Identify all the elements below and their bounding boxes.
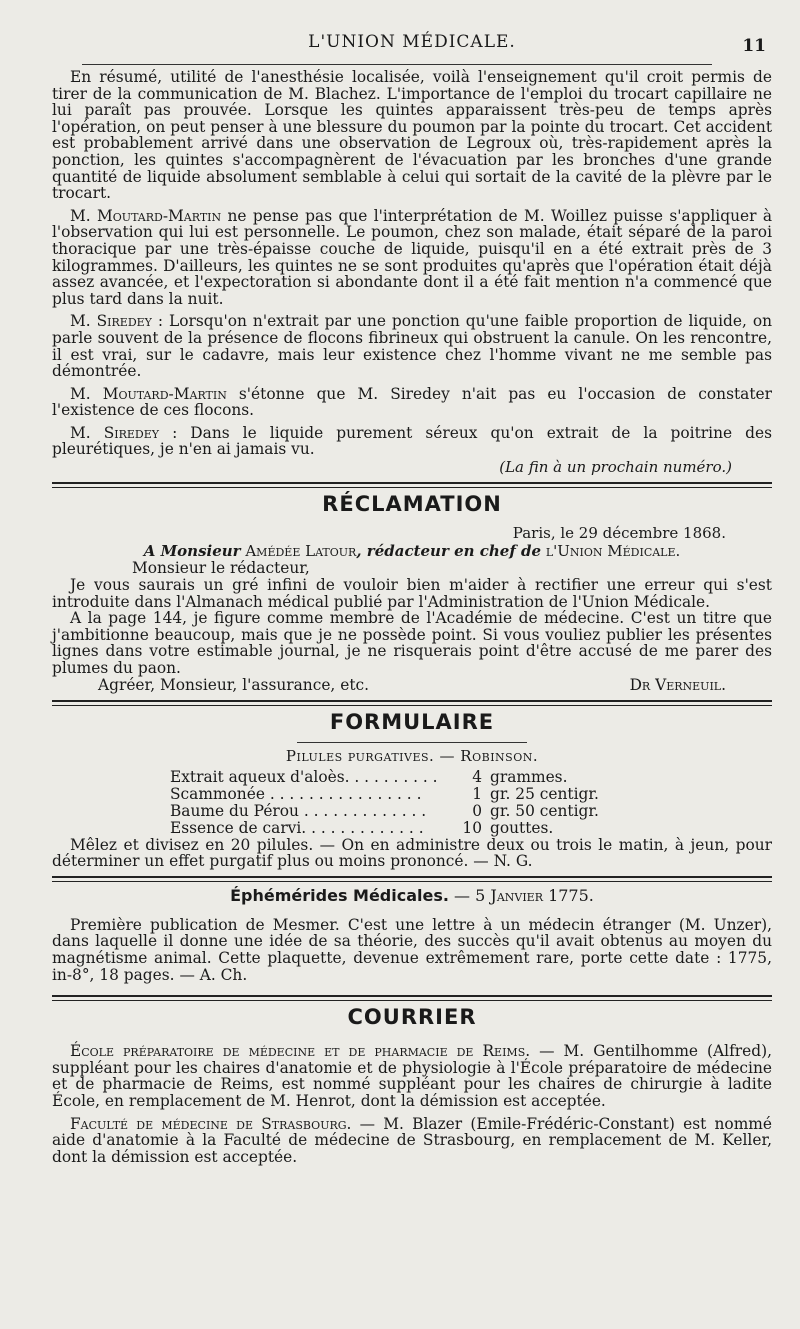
- journal-title: L'UNION MÉDICALE.: [308, 32, 516, 52]
- ingredient-name: Extrait aqueux d'aloès. . . . . . . . . .: [170, 767, 438, 786]
- ingredient-unit: gr. 25 centigr.: [490, 784, 599, 803]
- paragraph: Je vous saurais un gré infini de vouloir bien m'aider à rectifier une erreur qui s'est introduite dans l'Almanach médical publié par l'Administration de l'Union Médicale.: [52, 576, 772, 611]
- recipe-title: Pilules purgatives. — Robinson.: [285, 746, 539, 765]
- section-divider: [52, 700, 772, 706]
- subhead-rule: [297, 742, 527, 743]
- ephemerides-heading: [52, 886, 772, 905]
- section-title-formulaire: FORMULAIRE: [329, 709, 495, 734]
- addressee-name: Amédée Latour: [240, 542, 357, 561]
- ingredient-unit: gouttes.: [490, 818, 554, 837]
- letter-salutation: Monsieur le rédacteur,: [132, 559, 310, 578]
- recipe-row: [170, 769, 599, 786]
- letter-closing: [52, 677, 772, 694]
- section-divider: [52, 482, 772, 488]
- ingredient-quantity: 10: [462, 818, 482, 837]
- ingredient-unit: gr. 50 centigr.: [490, 801, 599, 820]
- section-divider: [52, 995, 772, 1001]
- ingredient-quantity: 1: [472, 784, 482, 803]
- letter-address: [52, 542, 772, 560]
- address-journal: l'Union Médicale.: [541, 542, 681, 561]
- news-heading: Faculté de médecine de Strasbourg.: [70, 1114, 352, 1133]
- page-header: [52, 28, 772, 64]
- speaker-name: M. Siredey: [70, 423, 160, 442]
- ingredient-name: Scammonée . . . . . . . . . . . . . . . .: [170, 784, 422, 803]
- ingredient-quantity: 0: [472, 801, 482, 820]
- paragraph: [52, 313, 772, 379]
- section-title-courrier: COURRIER: [347, 1005, 477, 1030]
- recipe-row: [170, 803, 599, 820]
- paragraph: [52, 386, 772, 419]
- closing-formula: Agréer, Monsieur, l'assurance, etc.: [98, 675, 370, 694]
- paragraph: A la page 144, je figure comme membre de l'Académie de médecine. C'est un titre que j'ambitionne beaucoup, mais que je ne possède point. Si vous vouliez publier les présentes lignes dans votre estimable journal, je ne risquerais point d'être accusé de me parer des plumes du paon.: [52, 609, 772, 678]
- paragraph: [52, 1116, 772, 1166]
- paragraph: [52, 208, 772, 308]
- speaker-name: M. Moutard-Martin: [70, 206, 222, 225]
- ingredient-unit: grammes.: [490, 767, 568, 786]
- header-rule: [82, 64, 712, 65]
- address-role: , rédacteur en chef de: [356, 542, 542, 561]
- letter-signature: Dr Verneuil.: [629, 675, 726, 694]
- news-text: — M. Blazer (Emile-Frédéric-Constant) est nommé aide d'anatomie à la Faculté de médecine de Strasbourg, en remplacement de M. Keller, dont la démission est acceptée.: [52, 1114, 772, 1166]
- paragraph: Première publication de Mesmer. C'est une lettre à un médecin étranger (M. Unzer), dans laquelle il donne une idée de sa théorie, des succès qu'il avait obtenus au moyen du magnétisme animal. Cette plaquette, devenue extrêmement rare, porte cette date : 1775, in-8°, 18 pages. — A. Ch.: [52, 915, 772, 984]
- recipe-row: [170, 820, 599, 837]
- paragraph-text: s'étonne que M. Siredey n'ait pas eu l'occasion de constater l'existence de ces flocons.: [52, 384, 773, 420]
- paragraph: [52, 425, 772, 458]
- section-divider: [52, 876, 772, 882]
- paragraph-text: ne pense pas que l'interprétation de M. Woillez puisse s'appliquer à l'observation qui lui est personnelle. Le poumon, chez son malade, était séparé de la paroi thoracique par une très-épaisse couche de liquide, puisqu'il en a été extrait près de 3 kilogrammes. D'ailleurs, les quintes ne se sont produites qu'après que l'opération était déjà assez avancée, et l'expectoration si abondante dont il a été fait mention n'a commencé que plus tard dans la nuit.: [52, 206, 772, 308]
- recipe-row: [170, 786, 599, 803]
- ingredient-name: Baume du Pérou . . . . . . . . . . . . .: [170, 801, 427, 820]
- letter-dateline: Paris, le 29 décembre 1868.: [512, 524, 726, 543]
- ephemerides-date: — 5 Janvier 1775.: [448, 885, 594, 905]
- news-heading: École préparatoire de médecine et de pharmacie de Reims.: [70, 1042, 531, 1061]
- paragraph: Mêlez et divisez en 20 pilules. — On en administre deux ou trois le matin, à jeun, pour déterminer un effet purgatif plus ou moins prononcé. — N. G.: [52, 835, 772, 871]
- paragraph-text: : Lorsqu'on n'extrait par une ponction qu'une faible proportion de liquide, on parle souvent de la présence de flocons fibrineux qui obstruent la canule. On les rencontre, il est vrai, sur le cadavre, mais leur existence chez l'homme vivant ne me semble pas démontrée.: [52, 312, 772, 381]
- paragraph: En résumé, utilité de l'anesthésie localisée, voilà l'enseignement qu'il croit permis de tirer de la communication de M. Blachez. L'importance de l'emploi du trocart capillaire ne lui paraît pas prouvée. Lorsque les quintes apparaissent très-peu de temps après l'opération, on peut penser à une blessure du poumon par la pointe du trocart. Cet accident est probablement arrivé dans une observation de Legroux où, très-rapidement après la ponction, les quintes s'accompagnèrent de l'évacuation par les bronches d'une grande quantité de liquide absolument semblable à celui qui sortait de la cavité de la plèvre par le trocart.: [52, 68, 772, 203]
- page-number: 11: [742, 36, 766, 56]
- continuation-note: (La fin à un prochain numéro.): [499, 458, 732, 477]
- section-title-reclamation: RÉCLAMATION: [322, 492, 502, 517]
- address-prefix: A Monsieur: [143, 542, 241, 561]
- speaker-name: M. Moutard-Martin: [70, 384, 227, 403]
- paragraph: [52, 1043, 772, 1109]
- paragraph-text: : Dans le liquide purement séreux qu'on extrait de la poitrine des pleurétiques, je n'en ai jamais vu.: [52, 423, 772, 459]
- recipe-table: [170, 769, 599, 837]
- ingredient-quantity: 4: [472, 767, 482, 786]
- speaker-name: M. Siredey: [70, 312, 152, 331]
- news-text: — M. Gentilhomme (Alfred), suppléant pour les chaires d'anatomie et de physiologie à l'École préparatoire de médecine et de pharmacie de Reims, est nommé suppléant pour les chaires de chirurgie à ladite École, en remplacement de M. Henrot, dont la démission est acceptée.: [52, 1042, 772, 1110]
- ingredient-name: Essence de carvi. . . . . . . . . . . . .: [170, 818, 424, 837]
- ephemerides-title: Éphémérides Médicales.: [230, 885, 449, 905]
